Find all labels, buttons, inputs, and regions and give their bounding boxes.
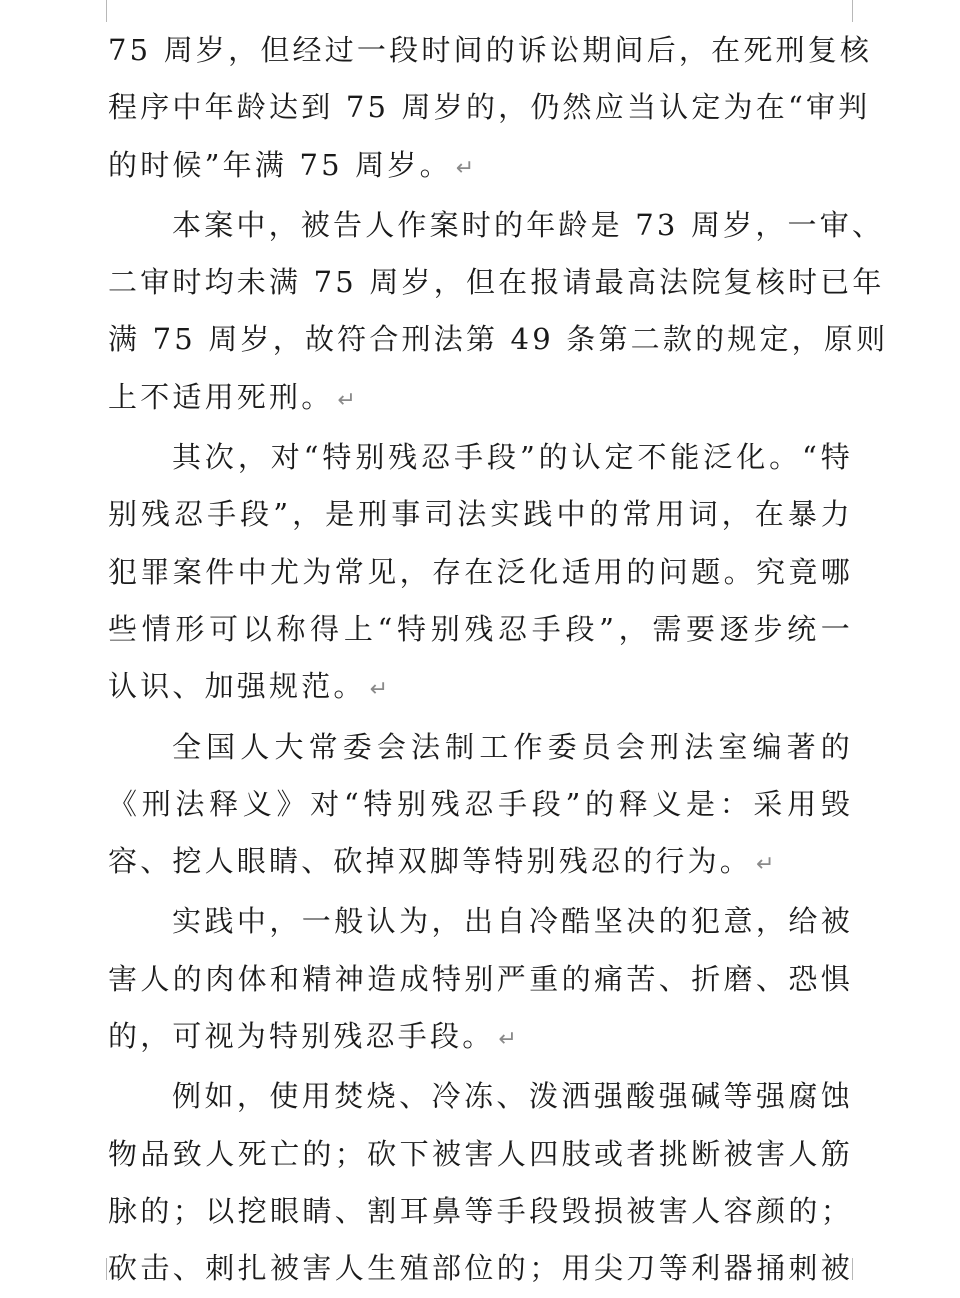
text-line: 的，可视为特别残忍手段。 ↵ (108, 1019, 517, 1054)
paragraph-mark-icon: ↵ (455, 155, 475, 181)
text-line: 的时候”年满 75 周岁。 ↵ (108, 147, 475, 182)
text-line: 二审时均未满 75 周岁，但在报请最高法院复核时已年 (108, 265, 885, 300)
text-line: 75 周岁，但经过一段时间的诉讼期间后，在死刑复核 (108, 33, 873, 67)
text-line: 脉的；以挖眼睛、割耳鼻等手段毁损被害人容颜的； (108, 1193, 853, 1228)
paragraph-mark-icon: ↵ (369, 677, 389, 703)
text-line: 实践中，一般认为，出自冷酷坚决的犯意，给被 (172, 904, 853, 939)
paragraph (108, 719, 853, 894)
text-line: 《刑法释义》对“特别残忍手段”的释义是：采用毁 (108, 786, 853, 821)
paragraph (108, 197, 889, 429)
text-line: 物品致人死亡的；砍下被害人四肢或者挑断被害人筋 (108, 1136, 853, 1171)
text-line: 其次，对“特别残忍手段”的认定不能泛化。“特 (172, 440, 853, 475)
paragraph (108, 22, 873, 197)
text-line: 上不适用死刑。 ↵ (108, 379, 356, 414)
text-line: 例如，使用焚烧、冷冻、泼洒强酸强碱等强腐蚀 (172, 1079, 853, 1114)
text-line: 害人的肉体和精神造成特别严重的痛苦、折磨、恐惧 (108, 961, 853, 996)
paragraph-mark-icon: ↵ (756, 852, 775, 878)
text-line: 本案中，被告人作案时的年龄是 73 周岁，一审、 (172, 207, 885, 242)
margin-corner-mark-top-right (852, 0, 853, 22)
text-line: 砍击、刺扎被害人生殖部位的；用尖刀等利器捅刺被 (108, 1251, 853, 1286)
margin-corner-mark-top-left (106, 0, 107, 22)
text-line: 全国人大常委会法制工作委员会刑法室编著的 (172, 729, 853, 764)
text-line: 容、挖人眼睛、砍掉双脚等特别残忍的行为。 ↵ (108, 844, 775, 879)
document-body[interactable] (108, 22, 889, 1298)
text-line: 认识、加强规范。 ↵ (108, 669, 389, 704)
paragraph (108, 429, 853, 718)
paragraph (108, 1068, 853, 1297)
text-line: 些情形可以称得上“特别残忍手段”，需要逐步统一 (108, 611, 853, 646)
text-line: 程序中年龄达到 75 周岁的，仍然应当认定为在“审判 (108, 90, 871, 125)
text-line: 别残忍手段”，是刑事司法实践中的常用词，在暴力 (108, 497, 853, 532)
paragraph-mark-icon: ↵ (337, 387, 356, 413)
margin-corner-mark-bottom-left (106, 1258, 107, 1280)
paragraph-mark-icon: ↵ (498, 1027, 517, 1053)
text-line: 犯罪案件中尤为常见，存在泛化适用的问题。究竟哪 (108, 554, 853, 589)
paragraph (108, 893, 853, 1068)
text-line: 满 75 周岁，故符合刑法第 49 条第二款的规定，原则 (108, 322, 889, 357)
